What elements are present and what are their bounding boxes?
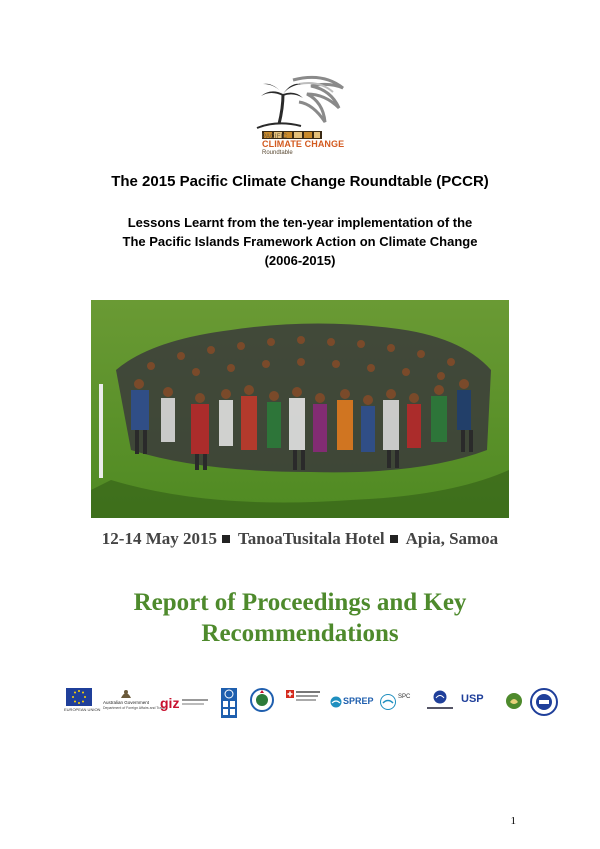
subtitle-line-2: The Pacific Islands Framework Action on Climate Change [122, 234, 478, 249]
eu-logo [64, 688, 101, 722]
logo-pacific: PACIFIC [262, 134, 288, 140]
subtitle-line-3: (2006-2015) [264, 253, 336, 268]
pccr-logo [253, 74, 349, 166]
event-location: Apia, Samoa [405, 529, 499, 548]
giz-label: giz [160, 695, 180, 711]
subtitle-line-1: Lessons Learnt from the ten-year implementation of the [127, 215, 473, 230]
sprep-label: SPREP [343, 696, 374, 706]
swiss-text-line [296, 691, 320, 693]
event-venue: TanoaTusitala Hotel [238, 529, 385, 548]
event-dates: 12-14 May 2015 [101, 529, 218, 548]
square-bullet-icon [222, 535, 230, 543]
usp-logo [461, 688, 497, 722]
pifs-text-line [427, 707, 453, 709]
spc-label: SPC [398, 694, 411, 700]
event-info-line [0, 529, 600, 549]
group-photo [91, 300, 509, 518]
green-emblem-logo [505, 688, 523, 722]
aus-gov-label: Australian Government [103, 700, 150, 705]
undp-logo [221, 688, 237, 722]
dfat-label: Department of Foreign Affairs and Trade [103, 706, 166, 710]
page-number: 1 [510, 815, 516, 827]
report-title-line-2: Recommendations [201, 620, 399, 647]
eu-label: EUROPEAN UNION [64, 707, 101, 712]
giz-tagline-line [182, 699, 208, 701]
spc-logo [380, 688, 420, 722]
swiss-text-line [296, 695, 318, 697]
logo-pattern-strip [262, 126, 322, 134]
giz-logo [160, 688, 210, 722]
seal-logo [530, 688, 558, 722]
samoa-seal-logo [250, 688, 274, 722]
document-title: The 2015 Pacific Climate Change Roundtable (PCCR) [111, 173, 489, 190]
logo-roundtable: Roundtable [262, 150, 293, 156]
australian-government-logo [103, 688, 166, 722]
usp-label: USP [461, 693, 484, 705]
swiss-text-line [296, 699, 316, 701]
report-title-line-1: Report of Proceedings and Key [133, 589, 467, 616]
pacific-islands-forum-logo [425, 688, 455, 722]
square-bullet-icon [390, 535, 398, 543]
sprep-logo [330, 688, 372, 722]
giz-tagline-line [182, 703, 204, 705]
palm-tree-icon [253, 74, 349, 134]
logo-climate-change: CLIMATE CHANGE [262, 139, 345, 149]
swiss-cooperation-logo [284, 688, 322, 722]
